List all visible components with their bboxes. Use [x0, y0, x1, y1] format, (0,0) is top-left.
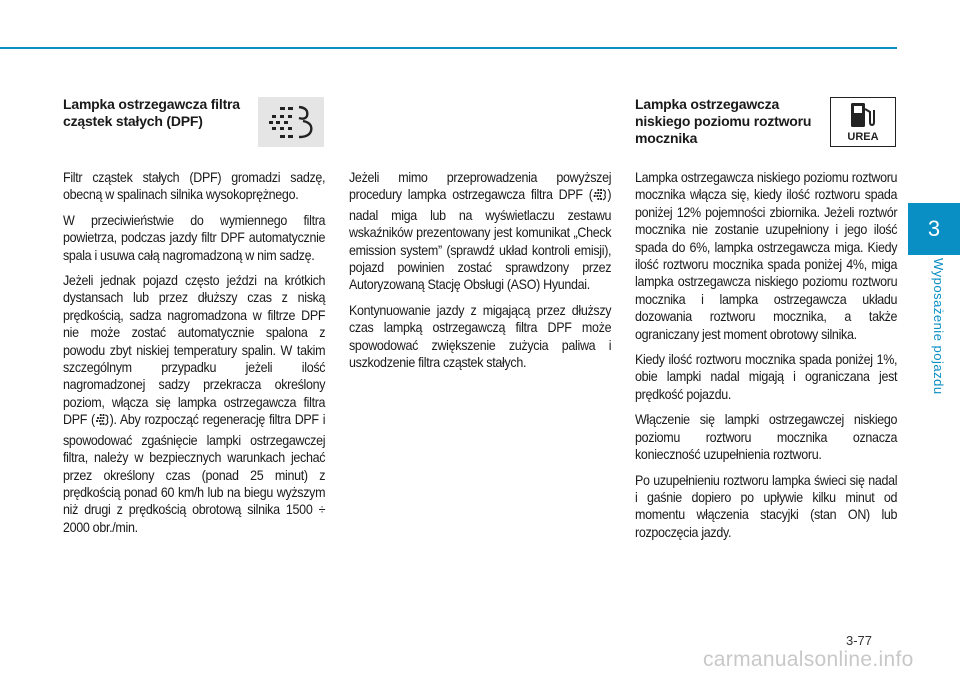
dpf-paragraph-2: W przeciwieństwie do wymiennego filtra powietrza, podczas jazdy filtr DPF automatycznie spala i usuwa całą nagromadzoną w nim sadzę. [63, 212, 326, 263]
dpf-heading [63, 96, 253, 130]
watermark: carmanualsonline.info [703, 648, 914, 671]
dpf-paragraph-3-b: ). Aby rozpocząć regenerację filtra DPF i spowodować zgaśnięcie lampki ostrzegawczej filtra, należy w bezpiecznych warunkach jechać przez określony czas (ponad 25 minut) z prędkością ponad 60 km/h lub na biegu wyższym niż drugi z prędkością obrotową silnika 1500 ÷ 2000 obr./min. [63, 412, 326, 535]
urea-paragraph-4: Po uzupełnieniu roztworu lampka świeci się nadal i gaśnie dopiero po upływie kilku minut od momentu włączenia stacyjki (stan ON) lub rozpoczęcia jazdy. [635, 472, 898, 540]
dpf-heading-line2: cząstek stałych (DPF) [63, 113, 203, 129]
page-number: 3-77 [846, 633, 873, 648]
urea-paragraph-1: Lampka ostrzegawcza niskiego poziomu roztworu mocznika włącza się, kiedy ilość roztworu spada poniżej 12% pojemności zbiornika. Jeżeli roztwór mocznika nie zostanie uzupełniony i jego ilość spada do 6%, lampka ostrzegawcza miga. Kiedy ilość roztworu mocznika spada poniżej 4%, miga lampka ostrzegawcza niskiego poziomu roztworu mocznika i lampka ostrzegawcza układu dozowania roztworu mocznika, a także ograniczany jest moment obrotowy silnika. [635, 170, 898, 342]
dpf-paragraph-3 [63, 272, 325, 536]
chapter-tab [908, 203, 960, 255]
dpf-paragraph-1: Filtr cząstek stałych (DPF) gromadzi sadzę, obecną w spalinach silnika wysokoprężnego. [63, 170, 326, 203]
dpf-heading-line1: Lampka ostrzegawcza filtra [63, 96, 240, 112]
urea-warning-icon [830, 97, 896, 147]
urea-icon-label: UREA [847, 131, 879, 143]
urea-heading [635, 96, 825, 147]
dpf-paragraph-4 [349, 169, 611, 294]
urea-paragraph-2: Kiedy ilość roztworu mocznika spada poniżej 1%, obie lampki nadal migają i ograniczana jest prędkość pojazdu. [635, 352, 898, 402]
dpf-text-column-2 [349, 169, 611, 379]
urea-heading-line3: mocznika [635, 130, 698, 146]
chapter-number: 3 [927, 216, 941, 241]
header-rule [0, 47, 897, 49]
dpf-text-column-1 [63, 169, 325, 544]
urea-paragraph-3: Włączenie się lampki ostrzegawczej niskiego poziomu roztworu mocznika oznacza konieczność uzupełnienia roztworu. [635, 412, 898, 463]
urea-heading-line2: niskiego poziomu roztworu [635, 113, 812, 129]
dpf-paragraph-3-a: Jeżeli jednak pojazd często jeździ na krótkich dystansach lub przez dłuższy czas z niską prędkością, sadza nagromadzona w filtrze DPF nie może zostać automatycznie spalona z powodu zbyt niskiej temperatury spalin. W takim szczególnym przypadku jeżeli ilość nagromadzonej sadzy przekracza określony poziom, włącza się lampka ostrzegawcza filtra DPF ( [63, 273, 326, 428]
dpf-inline-icon-2 [593, 188, 608, 206]
dpf-paragraph-4-a: Jeżeli mimo przeprowadzenia powyższej procedury lampka ostrzegawcza filtra DPF ( [349, 170, 612, 203]
dpf-warning-icon [258, 97, 324, 147]
urea-heading-line1: Lampka ostrzegawcza [635, 96, 780, 112]
chapter-title: Wyposażenie pojazdu [931, 258, 946, 395]
dpf-paragraph-4-b: ) nadal miga lub na wyświetlaczu zestawu wskaźników prezentowany jest komunikat „Check emission system” (sprawdź układ kontroli emisji), pojazd powinien zostać sprawdzony przez Autoryzowaną Stację Obsługi (ASO) Hyundai. [349, 187, 612, 293]
dpf-paragraph-5: Kontynuowanie jazdy z migającą przez dłuższy czas lampką ostrzegawczą filtra DPF może spowodować zwiększenie zużycia paliwa i uszkodzenie filtra cząstek stałych. [349, 302, 612, 371]
dpf-inline-icon [95, 413, 110, 431]
urea-text-column [635, 169, 897, 549]
